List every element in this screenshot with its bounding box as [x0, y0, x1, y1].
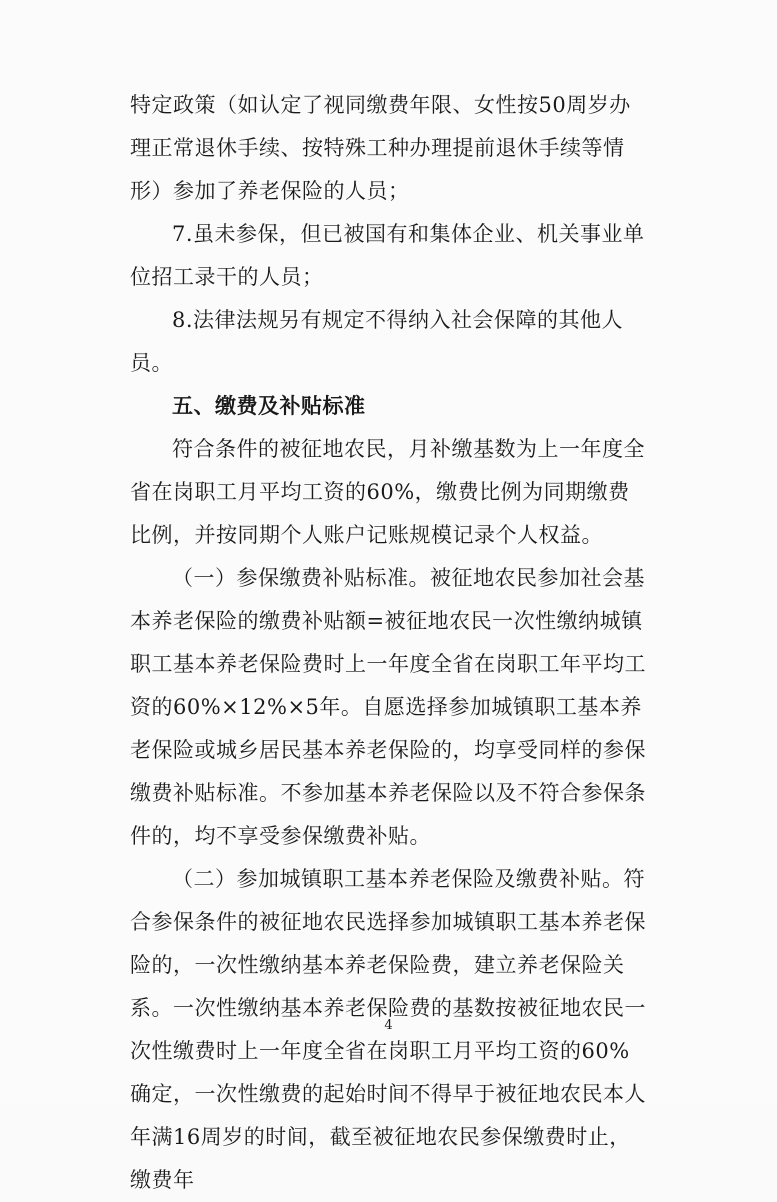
paragraph-base: 符合条件的被征地农民，月补缴基数为上一年度全省在岗职工月平均工资的60%，缴费比例为同期缴费比例，并按同期个人账户记账规模记录个人权益。: [130, 437, 645, 547]
paragraph-urban-insurance: （二）参加城镇职工基本养老保险及缴费补贴。符合参保条件的被征地农民选择参加城镇职工基本养老保险的，一次性缴纳基本养老保险费，建立养老保险关系。一次性缴纳基本养老保险费的基数按被征地农民一次性缴费时上一年度全省在岗职工月平均工资的60%确定，一次性缴费的起始时间不得早于被征地农民本人年满16周岁的时间，截至被征地农民参保缴费时止，缴费年: [130, 867, 646, 1192]
section-heading: 五、缴费及补贴标准: [172, 394, 366, 418]
paragraph-item-7: 7.虽未参保，但已被国有和集体企业、机关事业单位招工录干的人员；: [130, 222, 645, 289]
paragraph-item-8: 8.法律法规另有规定不得纳入社会保障的其他人员。: [130, 308, 624, 375]
page-number: 4: [384, 1018, 393, 1033]
paragraph-continuation: 特定政策（如认定了视同缴费年限、女性按50周岁办理正常退休手续、按特殊工种办理提前退休手续等情形）参加了养老保险的人员；: [130, 93, 631, 203]
document-body: [130, 84, 650, 1202]
paragraph-subsidy-standard: （一）参保缴费补贴标准。被征地农民参加社会基本养老保险的缴费补贴额=被征地农民一次性缴纳城镇职工基本养老保险费时上一年度全省在岗职工年平均工资的60%×12%×5年。自愿选择参加城镇职工基本养老保险或城乡居民基本养老保险的，均享受同样的参保缴费补贴标准。不参加基本养老保险以及不符合参保条件的，均不享受参保缴费补贴。: [130, 566, 646, 848]
